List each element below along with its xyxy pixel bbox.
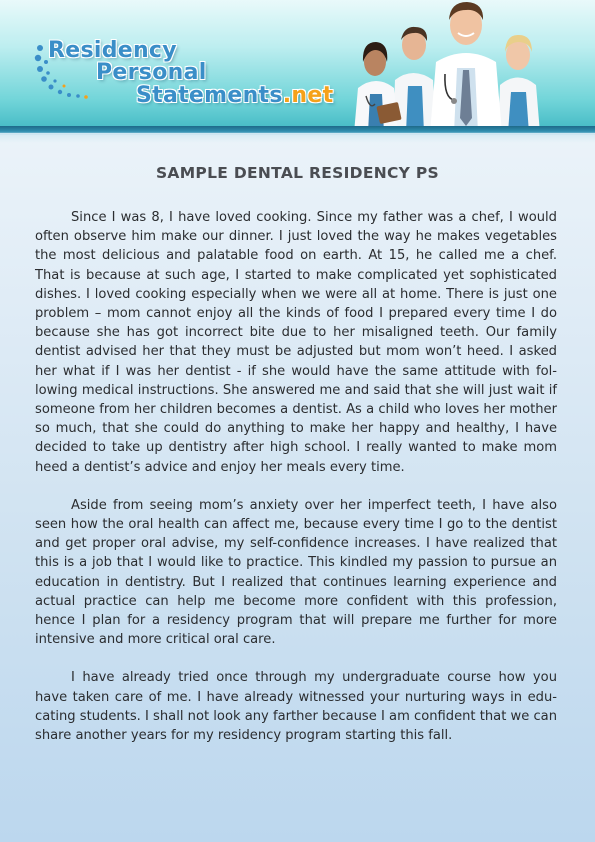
paragraph-2: Aside from seeing mom’s anxiety over her imperfect teeth, I have also seen how the oral health can affect me, because every time I go to the dentist and get proper oral advise, my self-confidence increases. I have realized that this is a job that I would like to practice. This kindled my passion to pursue an education in dentistry. But I realized that continues learning experience and actual practice can help me become more confident with this profession, hence I plan for a residency program that will prepare me further for more intensive and more critical oral care.	[35, 497, 557, 648]
site-logo[interactable]	[34, 38, 354, 118]
logo-tld: .net	[282, 83, 334, 108]
site-header	[0, 0, 595, 133]
statement-body	[35, 208, 557, 764]
doctor-woman-right	[498, 35, 540, 133]
paragraph-1: Since I was 8, I have loved cooking. Since my father was a chef, I would often observe him make our dinner. I just loved the way he makes vegetables the most delicious and palatable food on earth. At 15, he called me a chef. That is because at such age, I started to make complicated yet sophisticated dishes. I loved cooking especially when we were all at home. There is just one problem – mom cannot enjoy all the kinds of food I prepared every time I do because she has got incorrect bite due to her misaligned teeth. Our family dentist advised her that they must be adjusted but mom won’t heed. I asked her what if I was her dentist - if she would have the same attitude with following medical instructions. She answered me and said that she will just wait if someone from her children becomes a dentist. As a child who loves her mother so much, that she could do anything to make her happy and healthy, I have decided to take up dentistry after high school. I really wanted to make mom heed a dentist’s advice and enjoy her meals every time.	[35, 210, 557, 475]
logo-line-personal: Personal	[96, 60, 207, 85]
header-divider-glow	[0, 133, 595, 143]
doctor-woman-left	[354, 42, 402, 133]
logo-line-statements-text: Statements	[136, 83, 283, 108]
logo-line-residency: Residency	[48, 38, 177, 63]
paragraph-3: I have already tried once through my undergraduate course how you have taken care of me. I have already witnessed your nurturing ways in educating students. I shall not look any farther because I am confident that we can share another years for my residency program starting this fall.	[35, 670, 557, 744]
logo-line-statements	[136, 83, 333, 108]
medical-team-image	[348, 0, 578, 133]
page-title: SAMPLE DENTAL RESIDENCY PS	[155, 164, 440, 182]
doctor-man-center	[430, 2, 502, 133]
